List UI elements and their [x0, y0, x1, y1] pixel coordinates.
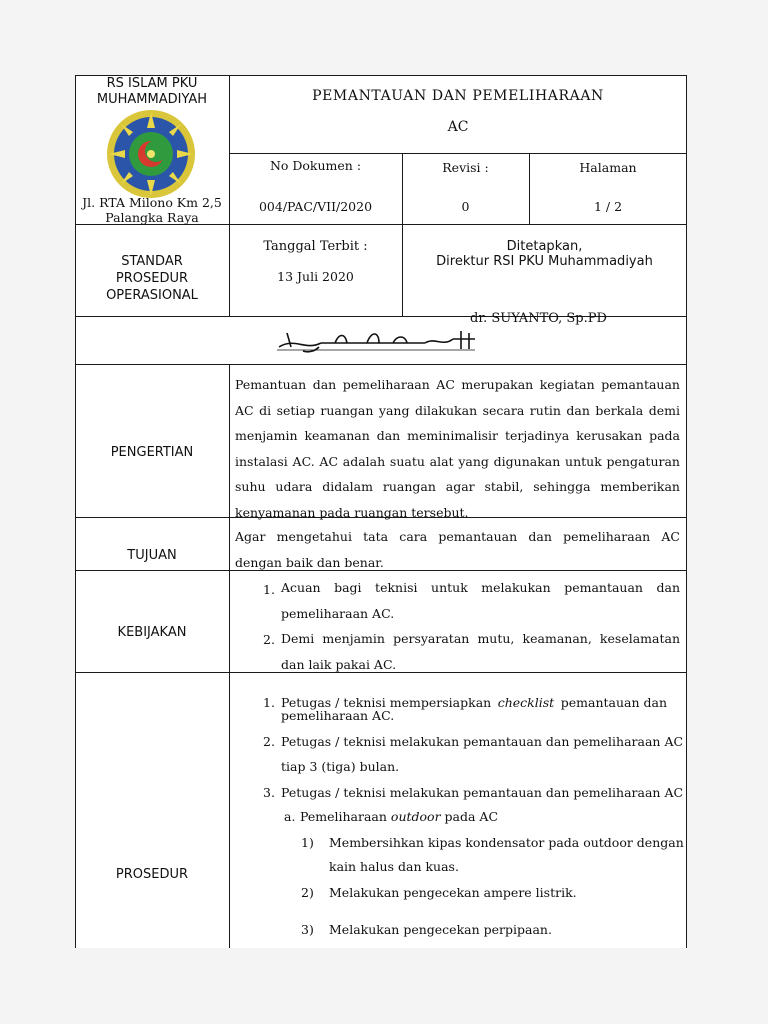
- org-name: RS ISLAM PKU MUHAMMADIYAH: [96, 76, 208, 107]
- prosedur-item-3-line1: Petugas / teknisi melakukan pemantauan dan pemeliharaan AC: [281, 785, 684, 800]
- no-dokumen-value: 004/PAC/VII/2020: [258, 199, 373, 214]
- step-3-line1: Melakukan pengecekan perpipaan.: [329, 922, 552, 937]
- step-2-line1: Melakukan pengecekan ampere listrik.: [329, 885, 577, 900]
- prosedur-item-1-text-b: pemantauan dan: [560, 695, 667, 710]
- divider-label-col: [229, 364, 230, 948]
- muhammadiyah-logo: [105, 108, 197, 200]
- tujuan-label: TUJUAN: [127, 548, 177, 563]
- sub-a-pre: Pemeliharaan: [300, 809, 387, 824]
- tujuan-text: Agar mengetahui tata cara pemantauan dan pemeliharaan AC dengan baik dan benar.: [235, 529, 680, 570]
- divider-bismillah-bottom: [75, 364, 687, 365]
- direktur-label: Direktur RSI PKU Muhammadiyah: [436, 254, 653, 269]
- pengertian-label: PENGERTIAN: [110, 445, 194, 460]
- sop-label: STANDAR PROSEDUR OPERASIONAL: [106, 254, 198, 303]
- prosedur-item-2-num: 2.: [263, 734, 275, 749]
- revisi-label: Revisi :: [442, 160, 489, 175]
- prosedur-item-3-num: 3.: [263, 785, 275, 800]
- prosedur-item-1-text-a: Petugas / teknisi mempersiapkan: [281, 695, 492, 710]
- prosedur-item-2-line1: Petugas / teknisi melakukan pemantauan dan pemeliharaan AC: [281, 734, 684, 749]
- step-1-line2: kain halus dan kuas.: [329, 859, 459, 874]
- kebijakan-item-2-text: Demi menjamin persyaratan mutu, keamanan, keselamatan dan laik pakai AC.: [281, 631, 680, 672]
- no-dokumen-label: No Dokumen :: [269, 158, 362, 173]
- prosedur-sub-a-text: [300, 809, 498, 824]
- sop-document: [75, 75, 687, 948]
- step-2-num: 2): [301, 885, 314, 900]
- divider-title: [229, 153, 687, 154]
- step-1-num: 1): [301, 835, 314, 850]
- kebijakan-item-1-num: 1.: [263, 582, 275, 597]
- bismillah-calligraphy: [275, 327, 480, 355]
- halaman-value: 1 / 2: [593, 199, 623, 214]
- tanggal-value: 13 Juli 2020: [277, 269, 354, 284]
- revisi-value: 0: [461, 199, 470, 214]
- doc-title-line1: PEMANTAUAN DAN PEMELIHARAAN: [312, 88, 604, 104]
- prosedur-item-1-checklist: checklist: [497, 695, 555, 710]
- prosedur-item-1-line2: pemeliharaan AC.: [281, 708, 395, 723]
- sub-a-outdoor: outdoor: [390, 809, 441, 824]
- kebijakan-item-1-text: Acuan bagi teknisi untuk melakukan pemantauan dan pemeliharaan AC.: [281, 580, 680, 621]
- ditetapkan-label: Ditetapkan,: [506, 239, 583, 254]
- step-3-num: 3): [301, 922, 314, 937]
- prosedur-label: PROSEDUR: [115, 867, 189, 882]
- doc-title-line2: AC: [447, 119, 469, 135]
- kebijakan-item-2-num: 2.: [263, 632, 275, 647]
- tanggal-label: Tanggal Terbit :: [263, 239, 368, 254]
- step-1-line1: Membersihkan kipas kondensator pada outdoor dengan: [329, 835, 684, 850]
- sub-a-post: pada AC: [444, 809, 499, 824]
- divider-doc-rev: [402, 153, 403, 316]
- prosedur-sub-a-num: a.: [284, 809, 296, 824]
- halaman-label: Halaman: [579, 160, 637, 175]
- signatory-name: dr. SUYANTO, Sp.PD: [470, 311, 607, 326]
- org-address: Jl. RTA Milono Km 2,5 Palangka Raya: [82, 195, 222, 225]
- prosedur-item-2-line2: tiap 3 (tiga) bulan.: [281, 759, 400, 774]
- pengertian-text: Pemantuan dan pemeliharaan AC merupakan kegiatan pemantauan AC di setiap ruangan yang dilakukan secara rutin dan berkala demi menjamin keamanan dan meminimalisir terjadinya kerusakan pada instalasi AC. AC adalah suatu alat yang digunakan untuk pengaturan suhu udara didalam ruangan agar stabil, sehingga memberikan kenyamanan pada ruangan tersebut.: [235, 377, 680, 520]
- kebijakan-label: KEBIJAKAN: [117, 625, 187, 640]
- prosedur-item-1-num: 1.: [263, 695, 275, 710]
